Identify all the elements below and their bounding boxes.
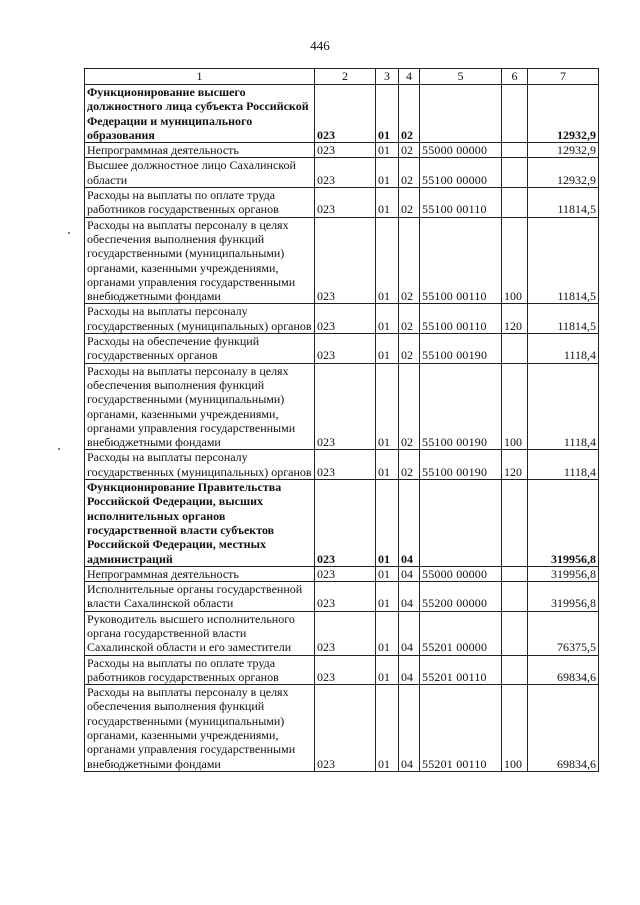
table-row xyxy=(85,611,599,655)
column-header: 3 xyxy=(376,69,399,85)
section-cell: 01 xyxy=(376,85,399,143)
section-cell: 01 xyxy=(376,304,399,334)
section-cell: 01 xyxy=(376,685,399,772)
section-cell: 01 xyxy=(376,582,399,612)
row-name-cell: Расходы на выплаты персоналу в целях обеспечения выполнения функций государственными (муниципальными) органами, казенными учреждениями, органами управления государственными внебюджетными фондами xyxy=(85,363,315,450)
ministry-code-cell: 023 xyxy=(315,217,376,304)
table-row xyxy=(85,480,599,567)
column-header: 5 xyxy=(420,69,502,85)
amount-cell: 319956,8 xyxy=(528,566,599,581)
column-header: 6 xyxy=(502,69,528,85)
amount-cell: 319956,8 xyxy=(528,480,599,567)
expense-type-cell xyxy=(502,334,528,364)
target-item-cell: 55100 00000 xyxy=(420,158,502,188)
amount-cell: 69834,6 xyxy=(528,685,599,772)
row-name-cell: Исполнительные органы государственной власти Сахалинской области xyxy=(85,582,315,612)
subsection-cell: 02 xyxy=(399,304,420,334)
table-row xyxy=(85,582,599,612)
section-cell: 01 xyxy=(376,158,399,188)
amount-cell: 76375,5 xyxy=(528,611,599,655)
ministry-code-cell: 023 xyxy=(315,334,376,364)
target-item-cell: 55201 00110 xyxy=(420,685,502,772)
table-row xyxy=(85,685,599,772)
subsection-cell: 02 xyxy=(399,143,420,158)
subsection-cell: 02 xyxy=(399,334,420,364)
ministry-code-cell: 023 xyxy=(315,143,376,158)
ministry-code-cell: 023 xyxy=(315,450,376,480)
expense-type-cell xyxy=(502,566,528,581)
expense-type-cell xyxy=(502,611,528,655)
subsection-cell: 02 xyxy=(399,363,420,450)
target-item-cell: 55000 00000 xyxy=(420,566,502,581)
section-cell: 01 xyxy=(376,450,399,480)
row-name-cell: Расходы на выплаты по оплате труда работников государственных органов xyxy=(85,188,315,218)
expense-type-cell xyxy=(502,480,528,567)
target-item-cell: 55000 00000 xyxy=(420,143,502,158)
target-item-cell: 55100 00190 xyxy=(420,363,502,450)
amount-cell: 12932,9 xyxy=(528,158,599,188)
amount-cell: 1118,4 xyxy=(528,450,599,480)
section-cell: 01 xyxy=(376,334,399,364)
expense-type-cell xyxy=(502,158,528,188)
table-row xyxy=(85,566,599,581)
subsection-cell: 04 xyxy=(399,655,420,685)
row-name-cell: Расходы на выплаты персоналу государственных (муниципальных) органов xyxy=(85,304,315,334)
subsection-cell: 02 xyxy=(399,188,420,218)
column-header: 2 xyxy=(315,69,376,85)
row-name-cell: Расходы на выплаты по оплате труда работников государственных органов xyxy=(85,655,315,685)
column-header: 4 xyxy=(399,69,420,85)
expense-type-cell xyxy=(502,655,528,685)
ministry-code-cell: 023 xyxy=(315,655,376,685)
amount-cell: 11814,5 xyxy=(528,188,599,218)
header-row xyxy=(85,69,599,85)
row-name-cell: Непрограммная деятельность xyxy=(85,143,315,158)
table-row xyxy=(85,158,599,188)
section-cell: 01 xyxy=(376,566,399,581)
expense-type-cell xyxy=(502,188,528,218)
row-name-cell: Руководитель высшего исполнительного органа государственной власти Сахалинской области и его заместители xyxy=(85,611,315,655)
amount-cell: 12932,9 xyxy=(528,85,599,143)
target-item-cell: 55201 00000 xyxy=(420,611,502,655)
subsection-cell: 04 xyxy=(399,685,420,772)
ministry-code-cell: 023 xyxy=(315,611,376,655)
ministry-code-cell: 023 xyxy=(315,158,376,188)
table-row xyxy=(85,450,599,480)
page-number: 446 xyxy=(310,38,330,53)
section-cell: 01 xyxy=(376,143,399,158)
ministry-code-cell: 023 xyxy=(315,188,376,218)
row-name-cell: Расходы на выплаты персоналу в целях обеспечения выполнения функций государственными (муниципальными) органами, казенными учреждениями, органами управления государственными внебюджетными фондами xyxy=(85,217,315,304)
column-header: 1 xyxy=(85,69,315,85)
expense-type-cell: 120 xyxy=(502,450,528,480)
expense-type-cell xyxy=(502,85,528,143)
target-item-cell: 55100 00110 xyxy=(420,304,502,334)
amount-cell: 1118,4 xyxy=(528,363,599,450)
ministry-code-cell: 023 xyxy=(315,685,376,772)
subsection-cell: 04 xyxy=(399,582,420,612)
table-row xyxy=(85,304,599,334)
table-row xyxy=(85,143,599,158)
section-cell: 01 xyxy=(376,611,399,655)
target-item-cell xyxy=(420,85,502,143)
subsection-cell: 02 xyxy=(399,85,420,143)
row-name-cell: Расходы на обеспечение функций государственных органов xyxy=(85,334,315,364)
subsection-cell: 02 xyxy=(399,450,420,480)
subsection-cell: 02 xyxy=(399,217,420,304)
amount-cell: 319956,8 xyxy=(528,582,599,612)
expense-type-cell: 100 xyxy=(502,363,528,450)
table-row xyxy=(85,655,599,685)
section-cell: 01 xyxy=(376,480,399,567)
section-cell: 01 xyxy=(376,655,399,685)
row-name-cell: Функционирование высшего должностного лица субъекта Российской Федерации и муниципального образования xyxy=(85,85,315,143)
expense-type-cell xyxy=(502,143,528,158)
subsection-cell: 02 xyxy=(399,158,420,188)
column-header: 7 xyxy=(528,69,599,85)
expense-type-cell xyxy=(502,582,528,612)
target-item-cell: 55201 00110 xyxy=(420,655,502,685)
table-row xyxy=(85,85,599,143)
row-name-cell: Высшее должностное лицо Сахалинской области xyxy=(85,158,315,188)
target-item-cell: 55100 00190 xyxy=(420,334,502,364)
ministry-code-cell: 023 xyxy=(315,480,376,567)
subsection-cell: 04 xyxy=(399,480,420,567)
row-name-cell: Непрограммная деятельность xyxy=(85,566,315,581)
expense-type-cell: 100 xyxy=(502,217,528,304)
amount-cell: 11814,5 xyxy=(528,304,599,334)
row-name-cell: Расходы на выплаты персоналу государственных (муниципальных) органов xyxy=(85,450,315,480)
amount-cell: 12932,9 xyxy=(528,143,599,158)
ministry-code-cell: 023 xyxy=(315,304,376,334)
table-row xyxy=(85,188,599,218)
ministry-code-cell: 023 xyxy=(315,85,376,143)
table-row xyxy=(85,334,599,364)
subsection-cell: 04 xyxy=(399,566,420,581)
target-item-cell: 55100 00110 xyxy=(420,188,502,218)
section-cell: 01 xyxy=(376,217,399,304)
section-cell: 01 xyxy=(376,363,399,450)
target-item-cell xyxy=(420,480,502,567)
row-name-cell: Расходы на выплаты персоналу в целях обеспечения выполнения функций государственными (муниципальными) органами, казенными учреждениями, органами управления государственными внебюджетными фондами xyxy=(85,685,315,772)
table-row xyxy=(85,363,599,450)
subsection-cell: 04 xyxy=(399,611,420,655)
ministry-code-cell: 023 xyxy=(315,363,376,450)
target-item-cell: 55100 00190 xyxy=(420,450,502,480)
section-cell: 01 xyxy=(376,188,399,218)
budget-table xyxy=(84,68,599,772)
amount-cell: 1118,4 xyxy=(528,334,599,364)
expense-type-cell: 100 xyxy=(502,685,528,772)
ministry-code-cell: 023 xyxy=(315,582,376,612)
target-item-cell: 55200 00000 xyxy=(420,582,502,612)
row-name-cell: Функционирование Правительства Российской Федерации, высших исполнительных органов государственной власти субъектов Российской Федерации, местных администраций xyxy=(85,480,315,567)
amount-cell: 11814,5 xyxy=(528,217,599,304)
amount-cell: 69834,6 xyxy=(528,655,599,685)
expense-type-cell: 120 xyxy=(502,304,528,334)
scan-speck xyxy=(58,448,60,450)
scan-speck xyxy=(68,232,70,234)
ministry-code-cell: 023 xyxy=(315,566,376,581)
table-row xyxy=(85,217,599,304)
target-item-cell: 55100 00110 xyxy=(420,217,502,304)
